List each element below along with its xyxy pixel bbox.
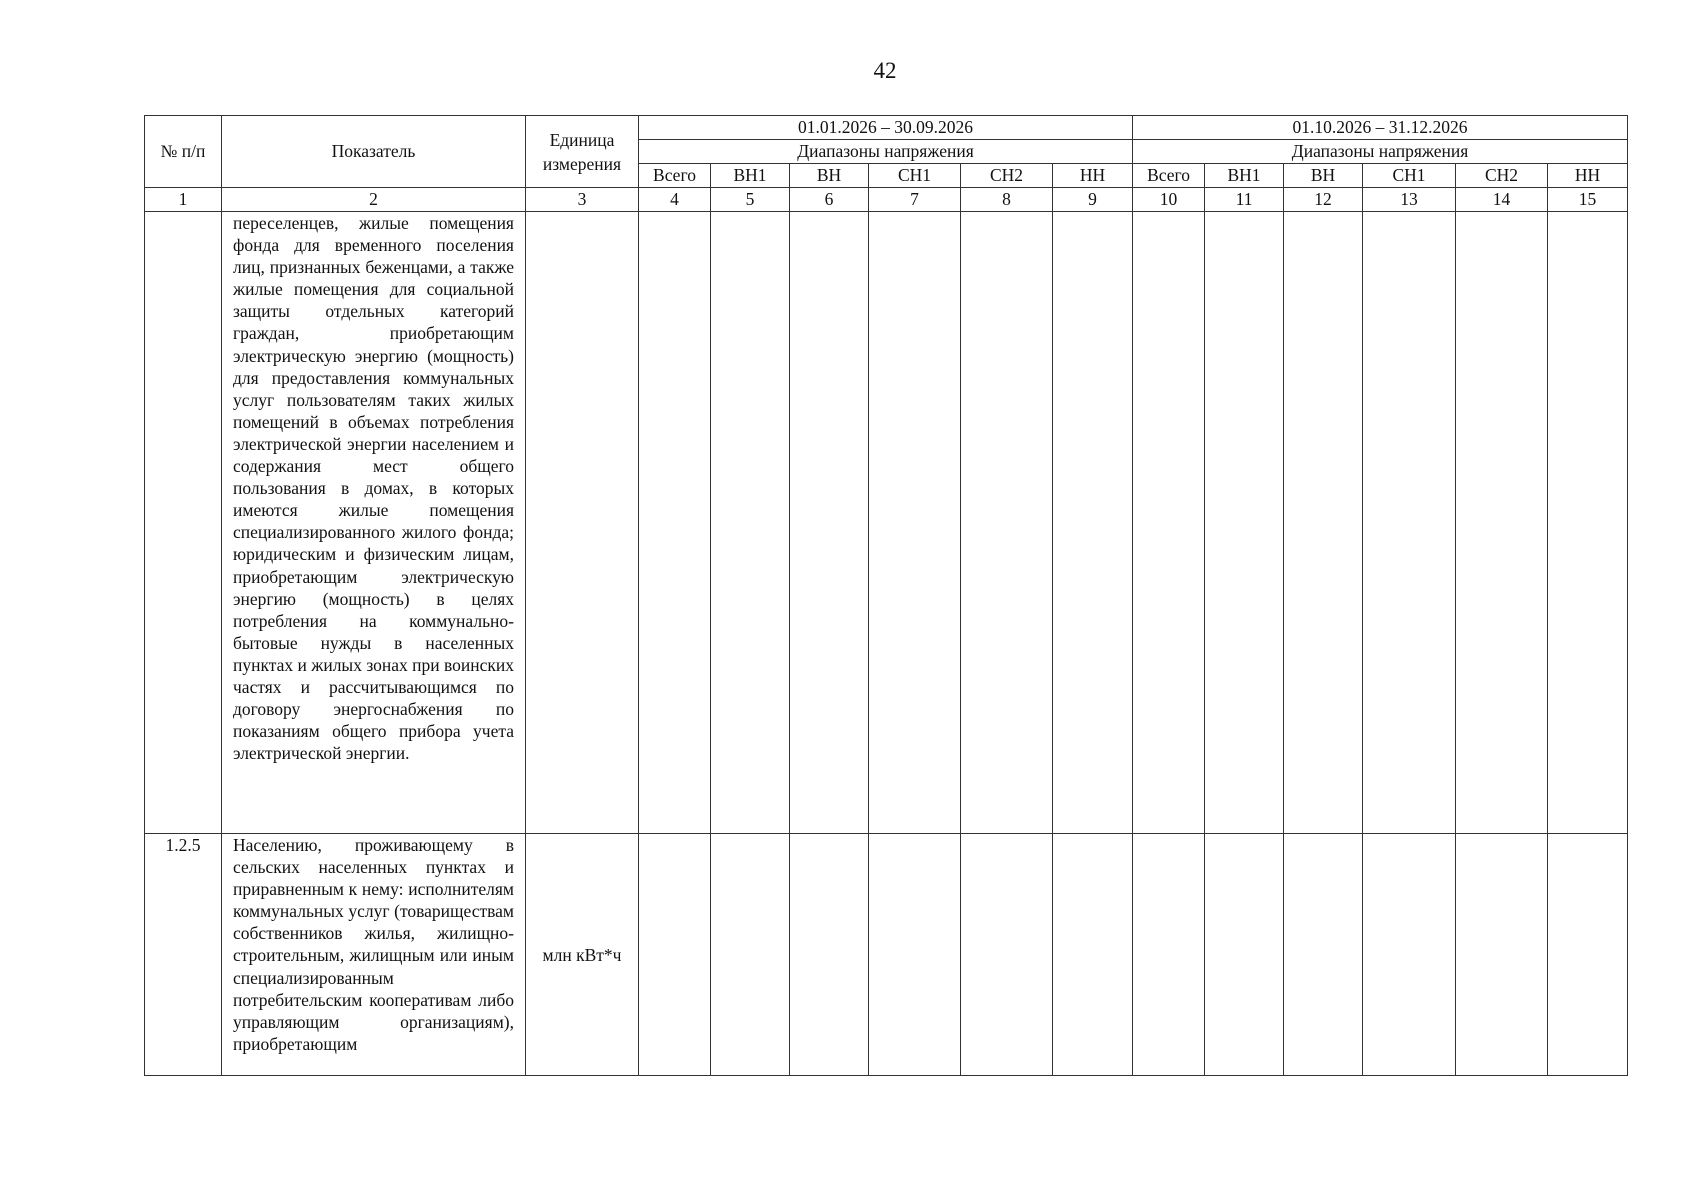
voltage-ranges-header-2: Диапазоны напряжения [1133, 140, 1628, 164]
value-cell [1284, 834, 1363, 1076]
value-cell [961, 212, 1053, 834]
value-cell [1456, 212, 1548, 834]
value-cell [711, 212, 790, 834]
value-cell [1205, 212, 1284, 834]
header-row-1 [145, 116, 1628, 140]
column-number: 14 [1456, 188, 1548, 212]
row-indicator-text: Населению, проживающему в сельских населенных пунктах и приравненным к нему: исполнителям коммунальных услуг (товариществам собственников жилья, жилищно-строительным, жилищным или иным специализированным потребительским кооперативам либо управляющим организациям), приобретающим [222, 834, 526, 1076]
data-table [144, 115, 1628, 1076]
sub-header: СН2 [1456, 164, 1548, 188]
column-number: 15 [1548, 188, 1628, 212]
value-cell [790, 834, 869, 1076]
sub-header: ВН1 [1205, 164, 1284, 188]
value-cell [1133, 212, 1205, 834]
table-row [145, 834, 1628, 1076]
sub-header: ВН1 [711, 164, 790, 188]
sub-header: Всего [639, 164, 711, 188]
row-unit [526, 212, 639, 834]
column-number: 11 [1205, 188, 1284, 212]
sub-header: НН [1548, 164, 1628, 188]
sub-header: Всего [1133, 164, 1205, 188]
column-number: 9 [1053, 188, 1133, 212]
sub-header: СН1 [1363, 164, 1456, 188]
period-2-header: 01.10.2026 – 31.12.2026 [1133, 116, 1628, 140]
column-number: 12 [1284, 188, 1363, 212]
table-row [145, 212, 1628, 834]
period-1-header: 01.01.2026 – 30.09.2026 [639, 116, 1133, 140]
value-cell [639, 212, 711, 834]
col-num-header: № п/п [145, 116, 222, 188]
page-number: 42 [873, 58, 897, 83]
column-number: 4 [639, 188, 711, 212]
column-number: 8 [961, 188, 1053, 212]
column-number: 3 [526, 188, 639, 212]
value-cell [639, 834, 711, 1076]
value-cell [1548, 212, 1628, 834]
value-cell [869, 834, 961, 1076]
column-number: 7 [869, 188, 961, 212]
col-unit-header: Единица измерения [526, 116, 639, 188]
value-cell [1205, 834, 1284, 1076]
value-cell [1284, 212, 1363, 834]
value-cell [1363, 212, 1456, 834]
column-number: 5 [711, 188, 790, 212]
column-number: 13 [1363, 188, 1456, 212]
col-indicator-header: Показатель [222, 116, 526, 188]
row-number [145, 212, 222, 834]
sub-header: СН1 [869, 164, 961, 188]
row-unit: млн кВт*ч [526, 834, 639, 1076]
column-numbers-row [145, 188, 1628, 212]
sub-header: СН2 [961, 164, 1053, 188]
column-number: 1 [145, 188, 222, 212]
value-cell [1548, 834, 1628, 1076]
sub-header: ВН [1284, 164, 1363, 188]
value-cell [1133, 834, 1205, 1076]
value-cell [790, 212, 869, 834]
sub-header: НН [1053, 164, 1133, 188]
voltage-ranges-header-1: Диапазоны напряжения [639, 140, 1133, 164]
column-number: 10 [1133, 188, 1205, 212]
row-number: 1.2.5 [145, 834, 222, 1076]
column-number: 2 [222, 188, 526, 212]
value-cell [869, 212, 961, 834]
value-cell [1053, 212, 1133, 834]
value-cell [1053, 834, 1133, 1076]
value-cell [1456, 834, 1548, 1076]
column-number: 6 [790, 188, 869, 212]
sub-header: ВН [790, 164, 869, 188]
value-cell [711, 834, 790, 1076]
row-indicator-text: переселенцев, жилые помещения фонда для временного поселения лиц, признанных беженцами, а также жилые помещения для социальной защиты отдельных категорий граждан, приобретающим электрическую энергию (мощность) для предоставления коммунальных услуг пользователям таких жилых помещений в объемах потребления электрической энергии населением и содержания мест общего пользования в домах, в которых имеются жилые помещения специализированного жилого фонда; юридическим и физическим лицам, приобретающим электрическую энергию (мощность) в целях потребления на коммунально-бытовые нужды в населенных пунктах и жилых зонах при воинских частях и рассчитывающимся по договору энергоснабжения по показаниям общего прибора учета электрической энергии. [222, 212, 526, 834]
value-cell [1363, 834, 1456, 1076]
value-cell [961, 834, 1053, 1076]
